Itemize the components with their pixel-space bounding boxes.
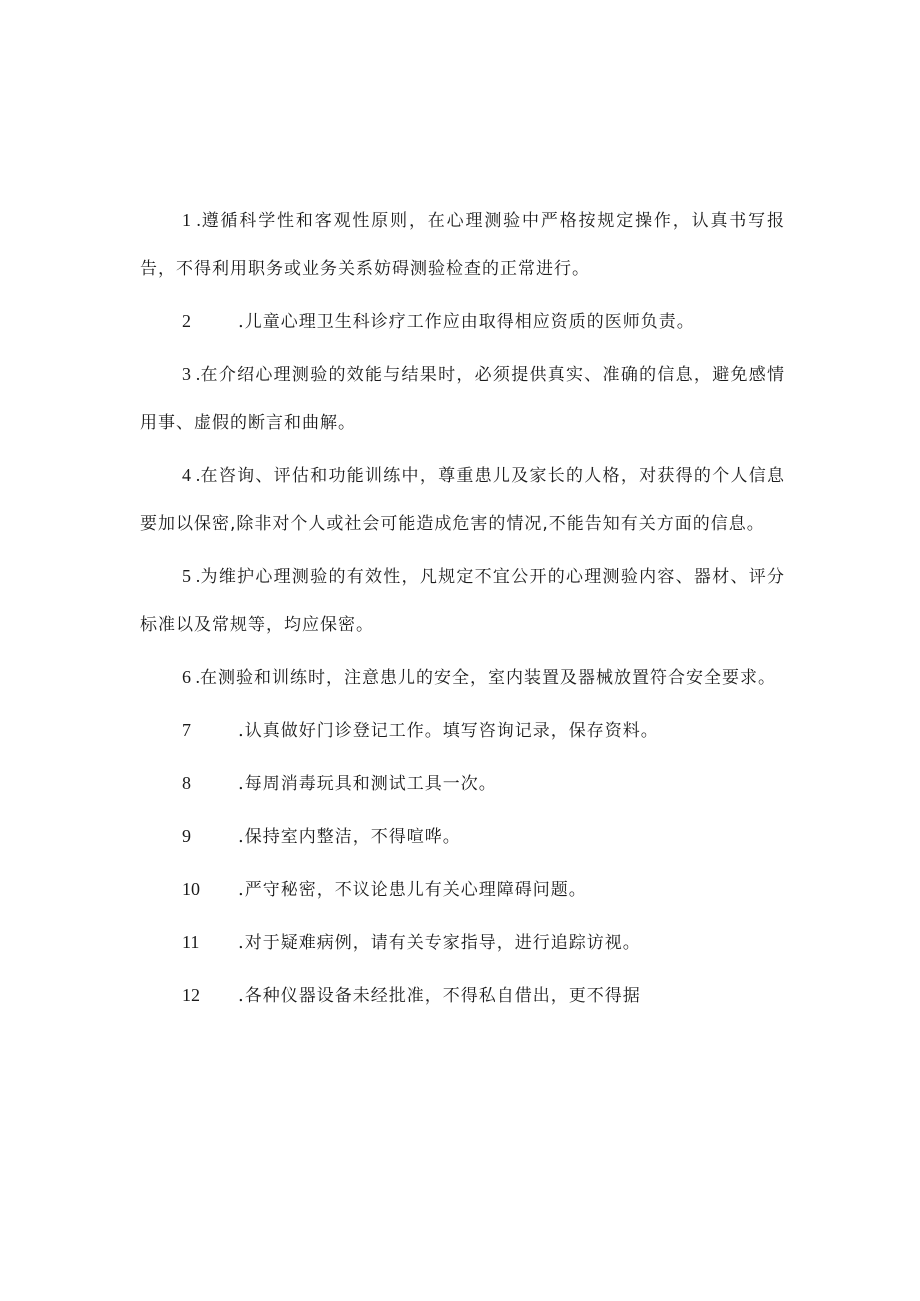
item-text: 儿童心理卫生科诊疗工作应由取得相应资质的医师负责。 [244, 312, 695, 332]
item-number: 8 [182, 773, 191, 793]
item-text: 严守秘密，不议论患儿有关心理障碍问题。 [244, 880, 587, 900]
rule-item-10 [140, 865, 785, 914]
item-separator: . [238, 720, 245, 741]
item-text: 为维护心理测验的有效性，凡规定不宜公开的心理测验内容、器材、评分标准以及常规等，均应保密。 [140, 567, 786, 635]
item-text: 保持室内整洁，不得喧哗。 [244, 827, 461, 847]
item-number: 5 [182, 566, 191, 586]
item-number: 6 [182, 667, 191, 687]
rule-item-5 [140, 552, 785, 649]
rule-item-6 [140, 653, 785, 702]
item-text: 对于疑难病例，请有关专家指导，进行追踪访视。 [244, 933, 641, 953]
item-number: 4 [182, 465, 191, 485]
item-number: 2 [182, 311, 191, 331]
item-text: 在咨询、评估和功能训练中，尊重患儿及家长的人格，对获得的个人信息要加以保密,除非对个人或社会可能造成危害的情况,不能告知有关方面的信息。 [140, 466, 786, 534]
item-number: 1 [182, 210, 191, 230]
item-number: 12 [182, 985, 200, 1005]
item-text: 在测验和训练时，注意患儿的安全，室内装置及器械放置符合安全要求。 [200, 668, 776, 688]
item-separator: . [238, 932, 245, 953]
rule-item-9 [140, 812, 785, 861]
item-number: 11 [182, 932, 200, 952]
rule-item-4 [140, 451, 785, 548]
item-text: 在介绍心理测验的效能与结果时，必须提供真实、准确的信息，避免感情用事、虚假的断言和曲解。 [140, 365, 786, 433]
rule-item-12 [140, 971, 785, 1020]
item-number: 9 [182, 826, 191, 846]
document-page [140, 196, 785, 1024]
rule-item-3 [140, 350, 785, 447]
item-number: 7 [182, 720, 191, 740]
item-number: 3 [182, 364, 191, 384]
item-separator: . [191, 465, 201, 485]
item-number: 10 [182, 879, 200, 899]
item-text: 遵循科学性和客观性原则，在心理测验中严格按规定操作，认真书写报告，不得利用职务或业务关系妨碍测验检查的正常进行。 [140, 211, 785, 279]
item-separator: . [238, 985, 245, 1006]
item-separator: . [238, 773, 245, 794]
rule-item-8 [140, 759, 785, 808]
rule-item-7 [140, 706, 785, 755]
item-separator: . [238, 879, 245, 900]
item-separator: . [191, 364, 201, 384]
item-text: 认真做好门诊登记工作。填写咨询记录，保存资料。 [244, 721, 659, 741]
rule-item-11 [140, 918, 785, 967]
rule-item-1 [140, 196, 785, 293]
item-text: 各种仪器设备未经批准，不得私自借出，更不得据 [244, 986, 641, 1006]
item-separator: . [191, 566, 201, 586]
item-separator: . [191, 210, 201, 230]
item-separator: . [191, 667, 200, 687]
item-separator: . [238, 311, 245, 332]
rule-item-2 [140, 297, 785, 346]
item-separator: . [238, 826, 245, 847]
item-text: 每周消毒玩具和测试工具一次。 [244, 774, 497, 794]
